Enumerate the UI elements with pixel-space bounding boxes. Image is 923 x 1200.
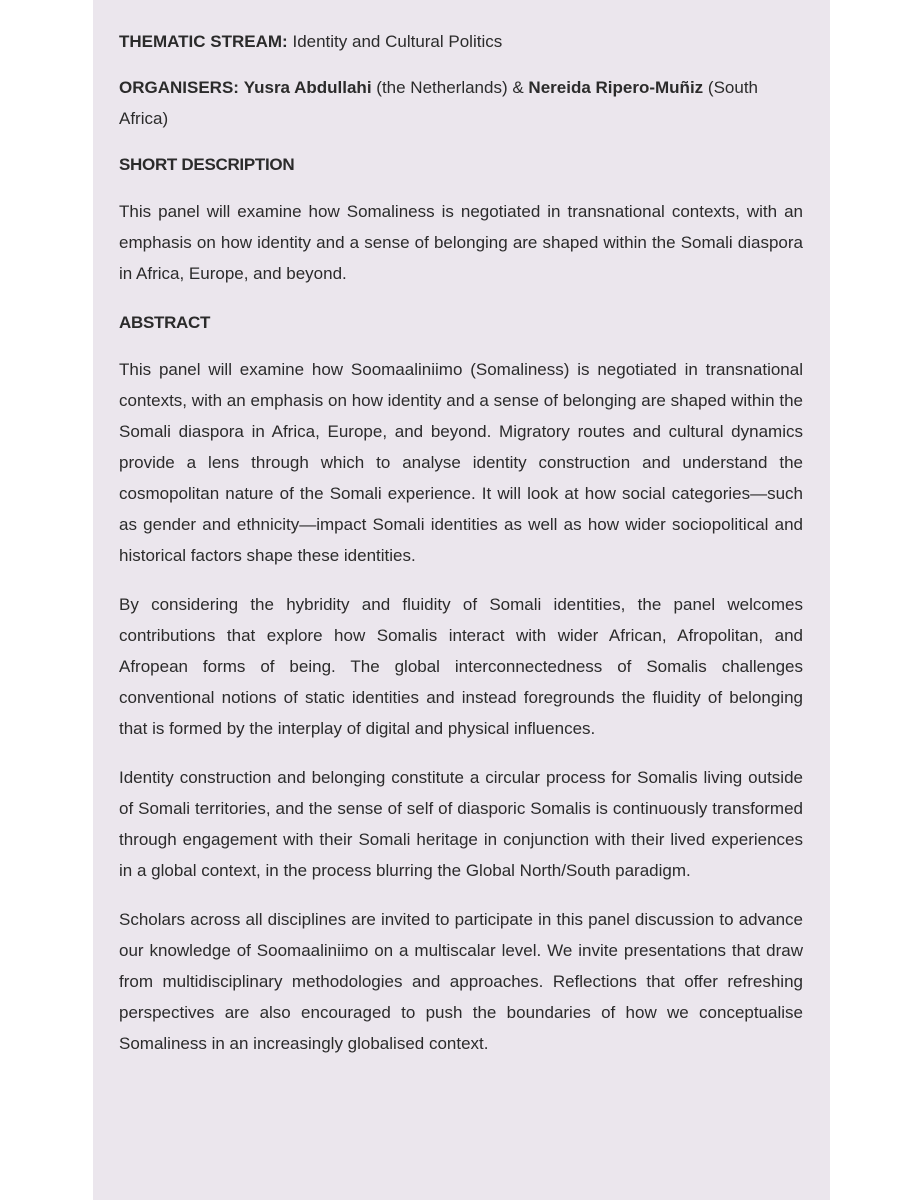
document-page	[93, 0, 830, 1200]
abstract-paragraph-1: This panel will examine how Soomaaliniimo (Somaliness) is negotiated in transnational contexts, with an emphasis on how identity and a sense of belonging are shaped within the Somali diaspora in Africa, Europe, and beyond. Migratory routes and cultural dynamics provide a lens through which to analyse identity construction and understand the cosmopolitan nature of the Somali experience. It will look at how social categories—such as gender and ethnicity—impact Somali identities as well as how wider sociopolitical and historical factors shape these identities.	[119, 360, 803, 565]
thematic-stream-line	[119, 26, 803, 57]
short-description-text: This panel will examine how Somaliness is negotiated in transnational contexts, with an emphasis on how identity and a sense of belonging are shaped within the Somali diaspora in Africa, Europe, and beyond.	[119, 202, 803, 283]
abstract-paragraph-3: Identity construction and belonging constitute a circular process for Somalis living outside of Somali territories, and the sense of self of diasporic Somalis is continuously transformed through engagement with their Somali heritage in conjunction with their lived experiences in a global context, in the process blurring the Global North/South paradigm.	[119, 768, 803, 880]
short-description-heading: SHORT DESCRIPTION	[119, 155, 295, 174]
abstract-heading: ABSTRACT	[119, 313, 211, 332]
organiser-2-name: Nereida Ripero-Muñiz	[528, 78, 704, 97]
organiser-1-name: Yusra Abdullahi	[243, 78, 372, 97]
organisers-label: ORGANISERS:	[119, 78, 239, 97]
organiser-1-country: (the Netherlands) &	[376, 78, 524, 97]
organiser-2-country: (South Africa)	[119, 78, 758, 128]
abstract-paragraph-4: Scholars across all disciplines are invited to participate in this panel discussion to advance our knowledge of Soomaaliniimo on a multiscalar level. We invite presentations that draw from multidisciplinary methodologies and approaches. Reflections that offer refreshing perspectives are also encouraged to push the boundaries of how we conceptualise Somaliness in an increasingly globalised context.	[119, 910, 803, 1053]
organisers-line	[119, 72, 803, 134]
thematic-stream-label: THEMATIC STREAM:	[119, 32, 288, 51]
thematic-stream-value: Identity and Cultural Politics	[292, 32, 503, 51]
abstract-paragraph-2: By considering the hybridity and fluidity of Somali identities, the panel welcomes contributions that explore how Somalis interact with wider African, Afropolitan, and Afropean forms of being. The global interconnectedness of Somalis challenges conventional notions of static identities and instead foregrounds the fluidity of belonging that is formed by the interplay of digital and physical influences.	[119, 595, 803, 738]
document-content	[119, 26, 803, 1077]
